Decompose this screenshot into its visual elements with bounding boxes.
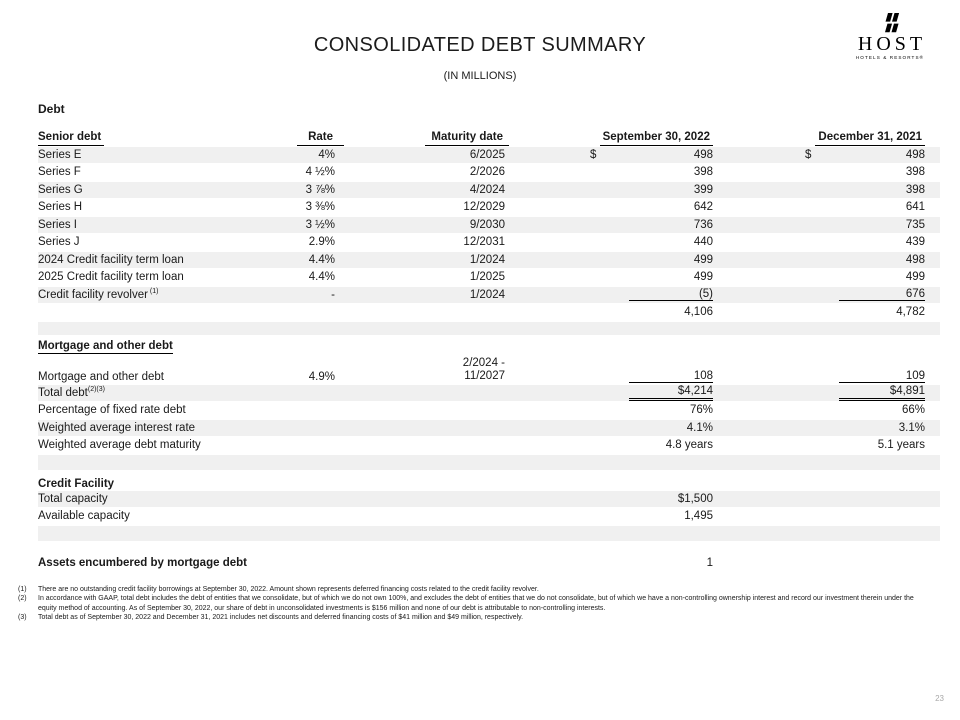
row-weighted-avg-debt-maturity: Weighted average debt maturity 4.8 years 5.1 years — [38, 439, 925, 452]
row-senior-subtotal: 4,106 4,782 — [684, 306, 925, 319]
row-pct-fixed-rate: Percentage of fixed rate debt 76% 66% — [38, 404, 925, 417]
footnote-2: (2) In accordance with GAAP, total debt includes the debt of entities that we consolidate, but of which we do not own 100%, and excludes the debt of entities that we do not consolidate, but of which we have a non-controlling ownership interest and record our investment therein under the equity method of accounting. As of September 30, 2022, our share of debt in unconsolidated investments is $156 million and none of our debt is attributable to non-controlling interests. — [18, 595, 914, 612]
host-logo-icon — [877, 13, 903, 34]
spacer-row — [38, 525, 940, 542]
spacer-row — [38, 454, 940, 471]
row-assets-encumbered: Assets encumbered by mortgage debt 1 — [38, 556, 713, 569]
debt-section-heading: Debt — [38, 102, 65, 116]
logo-tagline: HOTELS & RESORTS® — [855, 55, 925, 60]
row-2024-term-loan: 2024 Credit facility term loan 4.4% 1/2024 499 498 — [38, 251, 940, 269]
row-total-debt: Total debt$^{(2)(3)}$ $4,214 $4,891 — [38, 384, 940, 402]
credit-facility-heading: Credit Facility — [38, 478, 115, 490]
col-header-dec-2021: December 31, 2021 — [713, 131, 925, 146]
debt-table — [38, 97, 960, 572]
row-series-g: Series G 3 ⅞% 4/2024 399 398 — [38, 181, 940, 199]
logo-wordmark: HOST — [857, 33, 927, 55]
col-header-sep-2022: September 30, 2022 — [505, 131, 713, 146]
col-header-maturity: Maturity date — [335, 131, 505, 146]
row-series-j: Series J 2.9% 12/2031 440 439 — [38, 236, 925, 249]
row-credit-facility-revolver: Credit facility revolver $^{(1)}$ - 1/2024 (5) 676 — [38, 286, 940, 304]
row-mortgage-and-other-debt: Mortgage and other debt 4.9% 2/2024 - 11/2027 108 109 — [38, 357, 925, 383]
page-title: CONSOLIDATED DEBT SUMMARY — [313, 34, 647, 56]
footnote-3: (3) Total debt as of September 30, 2022 and December 31, 2021 includes net discounts and deferred financing costs of $41 million and $49 million, respectively. — [18, 614, 524, 622]
page-number: 23 — [935, 694, 944, 703]
row-available-capacity: Available capacity 1,495 — [38, 510, 713, 523]
table-header-row — [38, 121, 940, 146]
row-series-e: Series E 4% 6/2025 $ 498 $ 498 — [38, 146, 940, 164]
row-series-h: Series H 3 ⅜% 12/2029 642 641 — [38, 201, 925, 214]
footnotes — [18, 585, 924, 623]
dollar-sign: $ — [590, 148, 597, 161]
col-header-rate: Rate — [288, 131, 335, 146]
spacer-row — [38, 321, 940, 336]
host-logo — [836, 13, 944, 60]
page-subtitle: (IN MILLIONS) — [443, 70, 517, 82]
maturity-range-line1: 2/2024 - — [462, 357, 505, 370]
row-total-capacity: Total capacity $1,500 — [38, 490, 940, 508]
dollar-sign: $ — [805, 148, 812, 161]
row-weighted-avg-interest-rate: Weighted average interest rate 4.1% 3.1% — [38, 419, 940, 437]
spacer-row — [38, 542, 940, 554]
col-header-senior-debt: Senior debt — [38, 131, 288, 146]
footnote-1: (1) There are no outstanding credit facility borrowings at September 30, 2022. Amount shown represents deferred financing costs related to the credit facility revolver. — [18, 585, 539, 593]
row-series-i: Series I 3 ½% 9/2030 736 735 — [38, 216, 940, 234]
row-series-f: Series F 4 ½% 2/2026 398 398 — [38, 166, 925, 179]
row-2025-term-loan: 2025 Credit facility term loan 4.4% 1/2025 499 499 — [38, 271, 925, 284]
mortgage-section-heading: Mortgage and other debt — [38, 340, 173, 352]
maturity-range-line2: 11/2027 — [464, 370, 505, 383]
footnote-ref-2-3: (2)(3) — [87, 385, 105, 393]
footnote-ref-1: (1) — [147, 287, 159, 295]
